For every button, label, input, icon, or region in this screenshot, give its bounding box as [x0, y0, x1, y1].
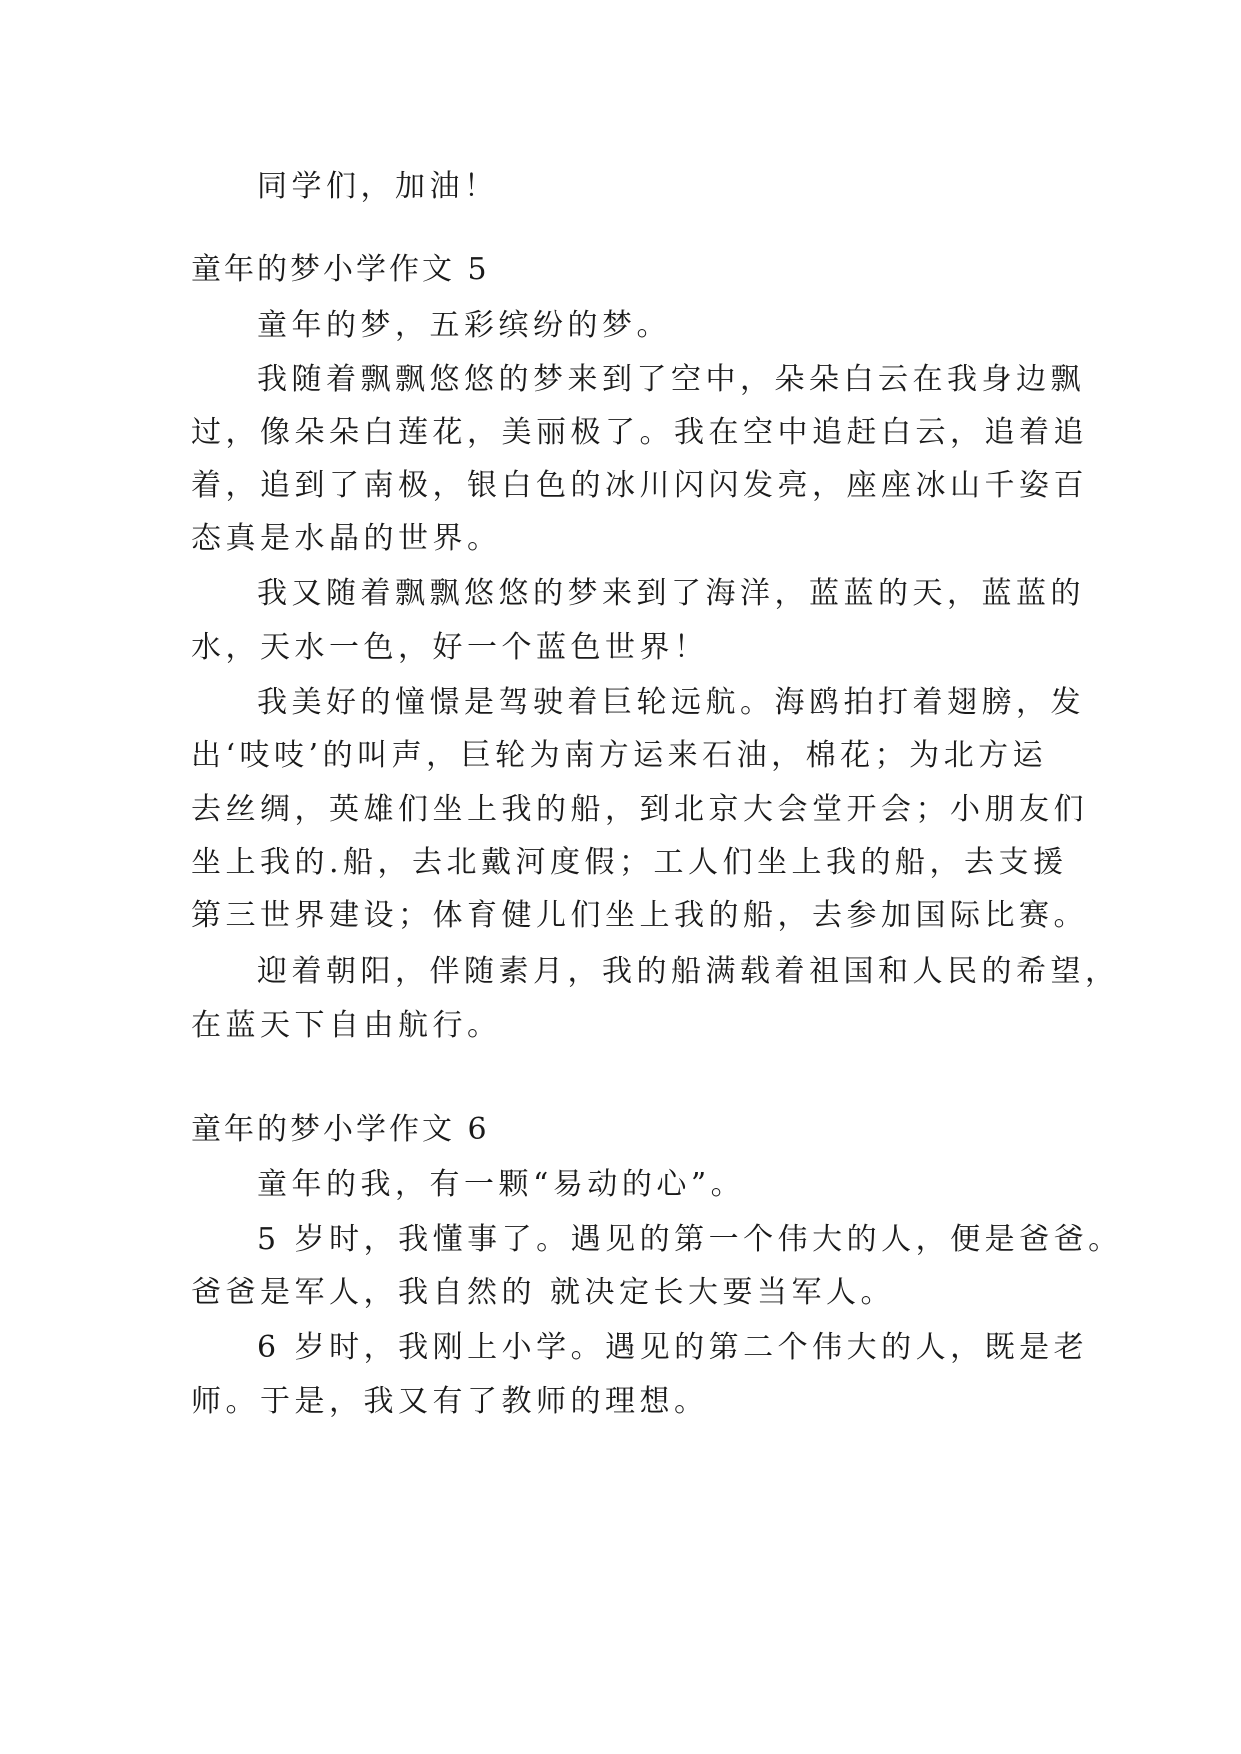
paragraph-line: 去丝绸，英雄们坐上我的船，到北京大会堂开会；小朋友们: [191, 792, 1088, 827]
paragraph-line: 6 岁时，我刚上小学。遇见的第二个伟大的人，既是老: [257, 1330, 1089, 1365]
paragraph-line: 迎着朝阳，伴随素月，我的船满载着祖国和人民的希望，: [257, 954, 1120, 989]
paragraph-line: 过，像朵朵白莲花，美丽极了。我在空中追赶白云，追着追: [191, 415, 1088, 450]
paragraph-line: 着，追到了南极，银白色的冰川闪闪发亮，座座冰山千姿百: [191, 468, 1088, 503]
paragraph-line: 童年的梦，五彩缤纷的梦。: [257, 308, 671, 343]
paragraph-line: 水，天水一色，好一个蓝色世界！: [191, 630, 709, 665]
paragraph-line: 坐上我的.船，去北戴河度假；工人们坐上我的船，去支援: [191, 845, 1068, 880]
paragraph-line: 我又随着飘飘悠悠的梦来到了海洋，蓝蓝的天，蓝蓝的: [257, 576, 1085, 611]
paragraph-line: 我随着飘飘悠悠的梦来到了空中，朵朵白云在我身边飘: [257, 362, 1085, 397]
closing-line: 同学们，加油！: [257, 169, 499, 204]
paragraph-line: 爸爸是军人，我自然的 就决定长大要当军人。: [191, 1275, 896, 1310]
paragraph-line: 第三世界建设；体育健儿们坐上我的船，去参加国际比赛。: [191, 898, 1088, 933]
paragraph-line: 出‘吱吱’的叫声，巨轮为南方运来石油，棉花；为北方运: [191, 738, 1048, 773]
paragraph-line: 5 岁时，我懂事了。遇见的第一个伟大的人，便是爸爸。: [257, 1222, 1123, 1257]
paragraph-line: 童年的我，有一颗“易动的心”。: [257, 1167, 746, 1202]
essay-5-title: 童年的梦小学作文 5: [191, 252, 490, 287]
paragraph-line: 我美好的憧憬是驾驶着巨轮远航。海鸥拍打着翅膀，发: [257, 685, 1085, 720]
paragraph-line: 师。于是，我又有了教师的理想。: [191, 1384, 709, 1419]
paragraph-line: 态真是水晶的世界。: [191, 521, 502, 556]
essay-6-title: 童年的梦小学作文 6: [191, 1112, 490, 1147]
paragraph-line: 在蓝天下自由航行。: [191, 1008, 502, 1043]
